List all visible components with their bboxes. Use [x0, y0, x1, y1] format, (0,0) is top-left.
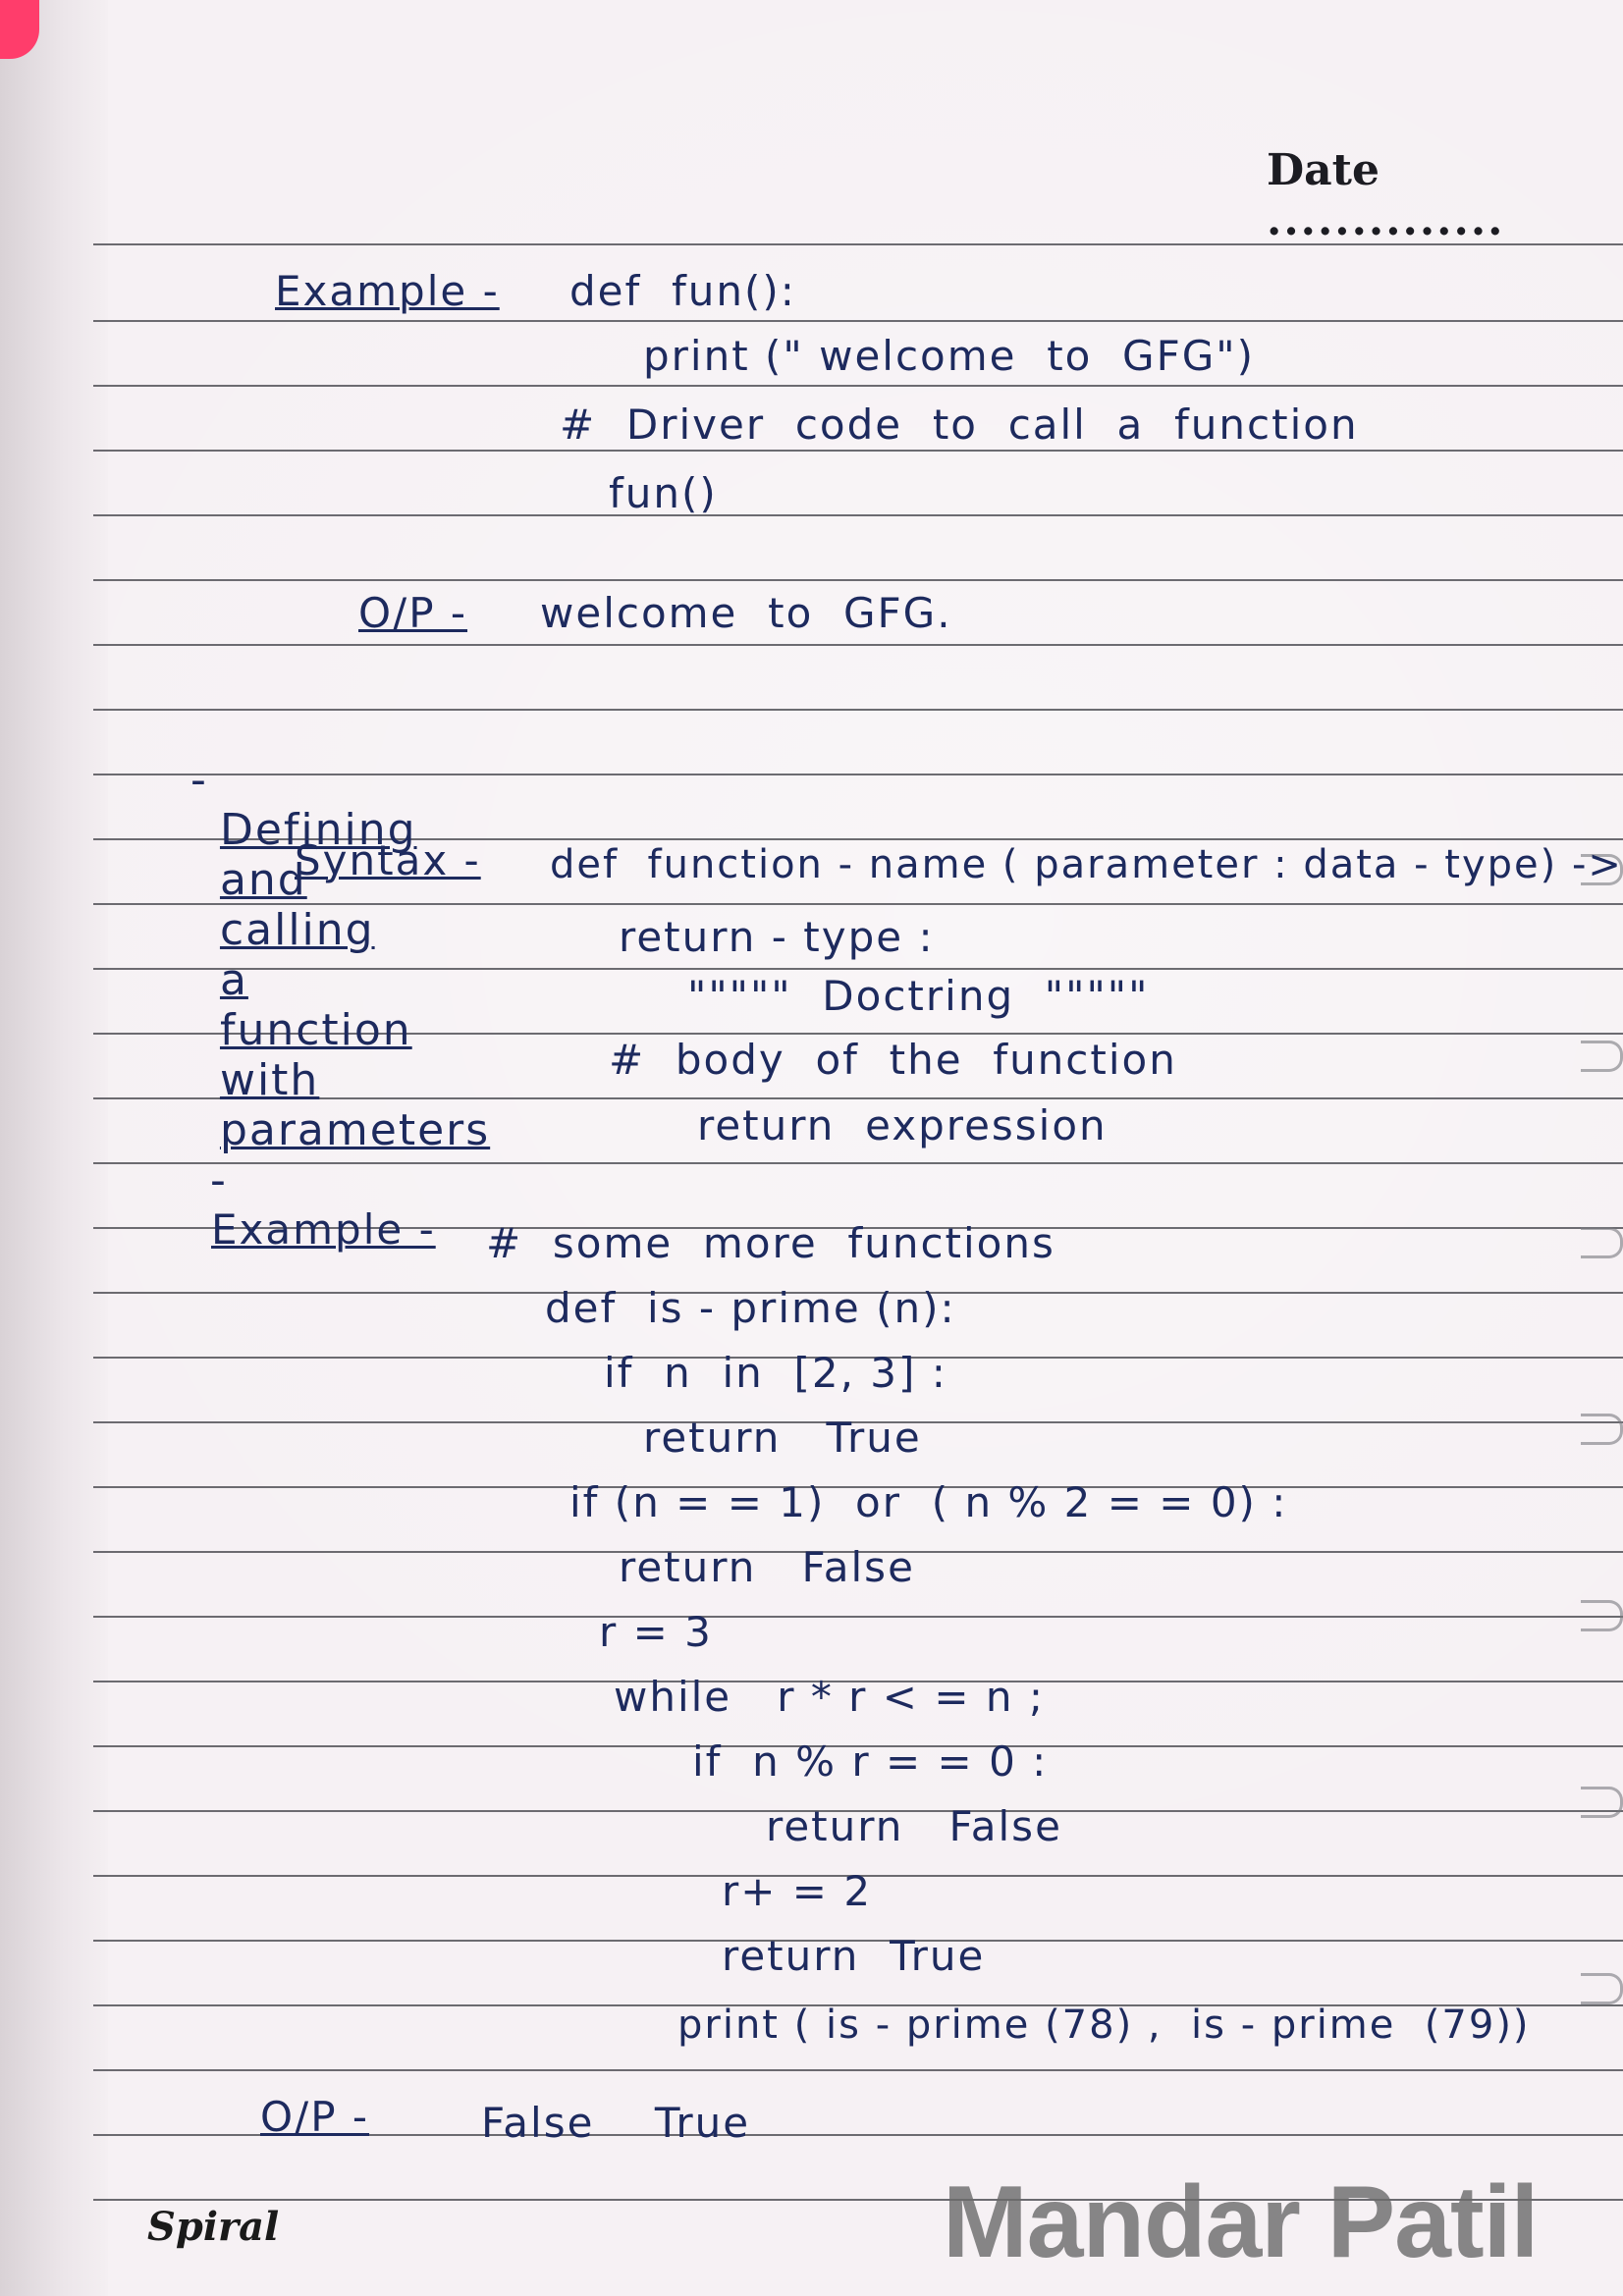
code-line: r+ = 2 — [722, 1867, 873, 1915]
heading-trail: - — [209, 1155, 228, 1205]
code-comment: # some more functions — [486, 1219, 1055, 1267]
heading-bullet: - — [189, 755, 208, 805]
spiral-ring — [1581, 1973, 1623, 2004]
rule-line — [93, 514, 1623, 516]
output-value: False True — [481, 2099, 751, 2147]
rule-line — [93, 320, 1623, 322]
code-line: return True — [722, 1932, 986, 1980]
spiral-ring — [1581, 1787, 1623, 1818]
heading-word: with — [219, 1055, 320, 1105]
code-line: r = 3 — [599, 1608, 713, 1656]
example2-label: Example - — [211, 1205, 436, 1254]
notebook-edge — [0, 0, 108, 2296]
example1-label: Example - — [275, 267, 500, 315]
syntax-line: def function - name ( parameter : data - type) -> — [550, 842, 1623, 887]
code-line: if n in [2, 3] : — [604, 1349, 947, 1397]
spiral-ring — [1581, 1414, 1623, 1445]
heading-word: and — [219, 855, 307, 905]
code-comment: # Driver code to call a function — [560, 400, 1359, 449]
section-heading — [128, 705, 490, 1255]
date-dots: .............. — [1267, 195, 1505, 245]
code-line: return True — [643, 1414, 922, 1462]
spiral-brand-logo: Spiral — [147, 2204, 280, 2250]
output-value: welcome to GFG. — [540, 589, 952, 637]
date-label: Date — [1267, 145, 1380, 195]
heading-word: a — [219, 955, 248, 1005]
syntax-line: return expression — [697, 1101, 1108, 1149]
code-line: print (" welcome to GFG") — [643, 332, 1256, 380]
spiral-ring — [1581, 1227, 1623, 1258]
heading-word: calling — [219, 905, 375, 955]
spiral-ring — [1581, 1600, 1623, 1631]
output-label: O/P - — [358, 589, 468, 637]
rule-line — [93, 644, 1623, 646]
code-line: if n % r = = 0 : — [692, 1737, 1049, 1786]
rule-line — [93, 579, 1623, 581]
code-line: while r * r < = n ; — [614, 1673, 1045, 1721]
code-line: def is - prime (n): — [545, 1284, 956, 1332]
heading-word: parameters — [219, 1105, 491, 1155]
rule-line — [93, 2069, 1623, 2071]
syntax-line: # body of the function — [609, 1036, 1177, 1084]
syntax-line: return - type : — [619, 913, 935, 961]
heading-word: function — [219, 1005, 412, 1055]
heading-word: Defining — [219, 805, 417, 855]
code-line: fun() — [609, 469, 718, 517]
date-header — [1267, 145, 1623, 245]
syntax-label: Syntax - — [295, 836, 481, 884]
code-line: return False — [766, 1802, 1062, 1850]
code-line: return False — [619, 1543, 915, 1591]
code-line: def fun(): — [569, 267, 796, 315]
rule-line — [93, 385, 1623, 387]
code-line: if (n = = 1) or ( n % 2 = = 0) : — [569, 1478, 1288, 1526]
syntax-line: """"" Doctring """"" — [687, 972, 1150, 1020]
author-watermark: Mandar Patil — [943, 2165, 1539, 2279]
rule-line — [93, 1616, 1623, 1618]
output-label: O/P - — [260, 2093, 370, 2141]
rule-line — [93, 450, 1623, 452]
code-line: print ( is - prime (78) , is - prime (79)) — [677, 2002, 1531, 2048]
spiral-ring — [1581, 1041, 1623, 1072]
